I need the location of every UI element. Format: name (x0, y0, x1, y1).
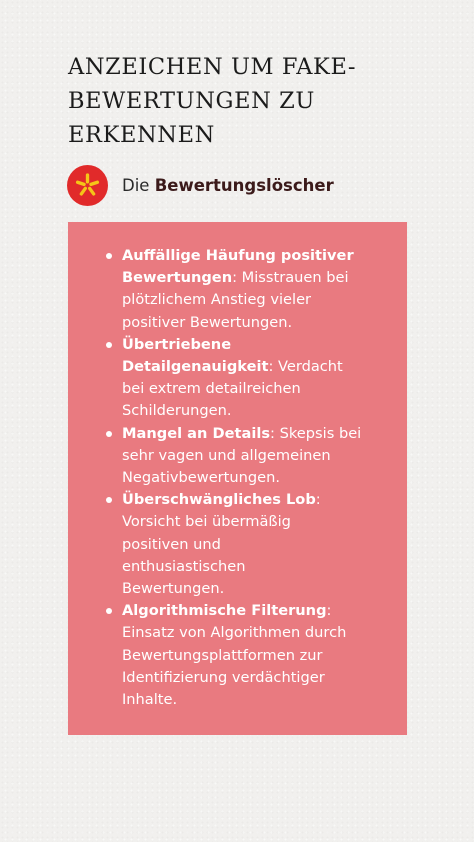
tip-body-text: sehr vagen und allgemeinen (122, 446, 331, 464)
tip-line (122, 667, 399, 689)
tip-line (122, 467, 399, 489)
tip-body-text: : Misstrauen bei (232, 269, 349, 287)
tip-body-text: bei extrem detailreichen (122, 380, 301, 398)
tip-body-text: positiven und (122, 535, 221, 553)
tip-heading-text: Auffällige Häufung positiver (122, 247, 354, 264)
tip-body-text: Schilderungen. (122, 402, 232, 420)
tips-list (68, 222, 407, 711)
tip-heading-text: Detailgenauigkeit (122, 358, 269, 376)
tip-line (122, 578, 399, 600)
tip-line (122, 289, 399, 311)
tip-line (122, 489, 399, 511)
tip-item (122, 423, 399, 490)
tip-body-text: : Verdacht (268, 358, 343, 376)
tip-body-text: Inhalte. (122, 691, 178, 709)
tip-line (122, 267, 399, 289)
tip-body-text: positiver Bewertungen. (122, 313, 293, 331)
tip-body-text: : (315, 491, 321, 509)
tip-item (122, 489, 399, 600)
tip-heading-text: Übertriebene (122, 335, 232, 353)
tip-body-text: : (326, 602, 332, 620)
tip-line (122, 334, 399, 356)
tip-body-text: enthusiastischen (122, 557, 246, 575)
tip-line (122, 400, 399, 422)
tip-body-text: Bewertungsplattformen zur (122, 646, 323, 664)
tip-line (122, 245, 399, 267)
brand-prefix: Die (122, 175, 150, 195)
tip-line (122, 356, 399, 378)
tip-heading-text: Überschwängliches Lob (122, 491, 316, 509)
title-line: ERKENNEN (68, 122, 215, 148)
tip-line (122, 689, 399, 711)
tip-line (122, 645, 399, 667)
tip-line (122, 312, 399, 334)
brand (67, 164, 334, 206)
tip-body-text: Bewertungen. (122, 580, 225, 598)
brand-title: Bewertungslöscher (154, 175, 334, 195)
brand-name (122, 176, 334, 195)
title-line: ANZEICHEN UM FAKE- (68, 54, 357, 80)
asterisk-logo-icon (67, 165, 108, 206)
tip-body-text: Vorsicht bei übermäßig (122, 513, 291, 531)
tip-item (122, 245, 399, 334)
tip-line (122, 556, 399, 578)
tip-body-text: : Skepsis bei (270, 424, 362, 442)
tip-line (122, 600, 399, 622)
page-title (68, 50, 408, 152)
tip-line (122, 511, 399, 533)
tips-card (68, 222, 407, 735)
tip-body-text: Einsatz von Algorithmen durch (122, 624, 347, 642)
tip-heading-text: Algorithmische Filterung (122, 602, 327, 620)
tip-line (122, 534, 399, 556)
tip-heading-text: Mangel an Details (122, 424, 271, 442)
tip-item (122, 334, 399, 423)
tip-item (122, 600, 399, 711)
tip-body-text: Negativbewertungen. (122, 469, 281, 487)
tip-line (122, 378, 399, 400)
tip-line (122, 622, 399, 644)
tip-heading-text: Bewertungen (122, 269, 233, 287)
title-line: BEWERTUNGEN ZU (68, 88, 315, 114)
tip-line (122, 423, 399, 445)
tip-line (122, 445, 399, 467)
tip-body-text: plötzlichem Anstieg vieler (122, 291, 312, 309)
tip-body-text: Identifizierung verdächtiger (122, 668, 325, 686)
